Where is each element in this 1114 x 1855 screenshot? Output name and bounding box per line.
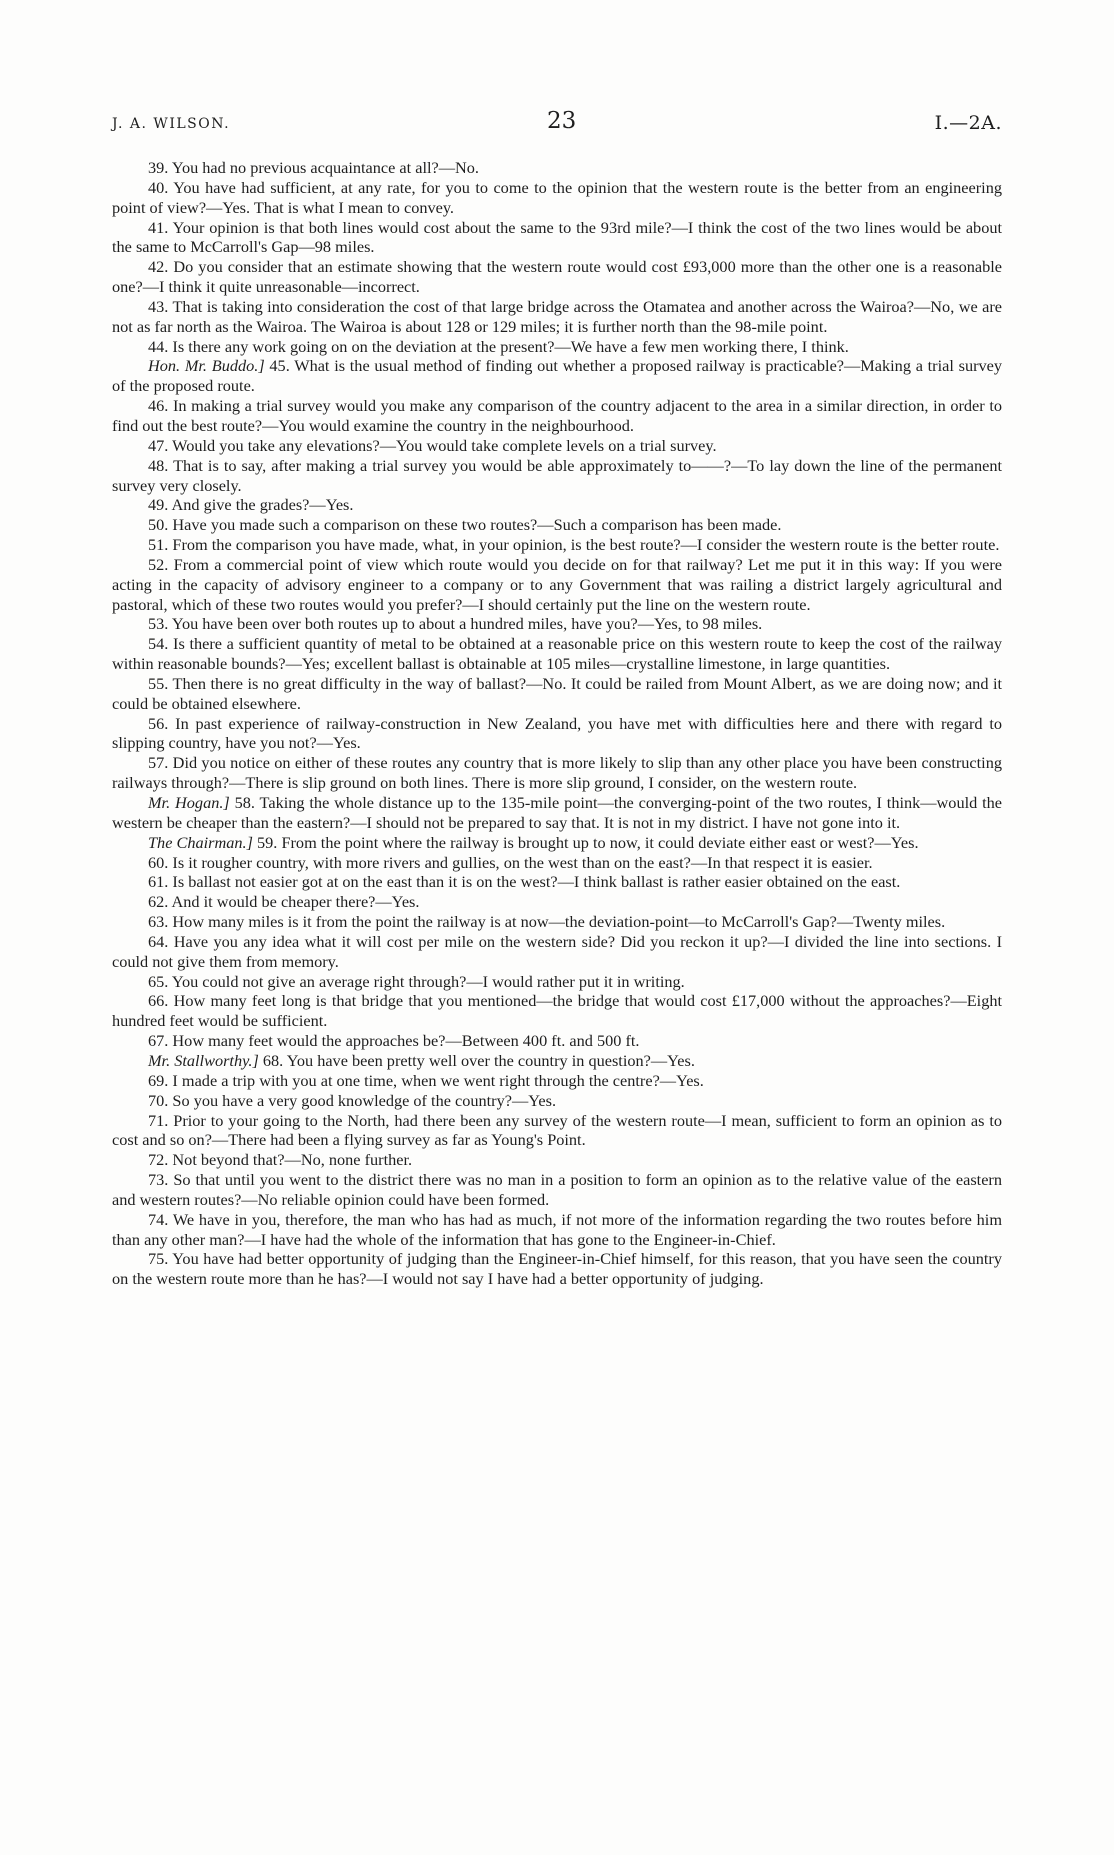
question-text: 45. What is the usual method of finding out whether a proposed railway is practicable?—Making a trial survey of the proposed route.: [112, 356, 1003, 396]
question-text: 47. Would you take any elevations?—You would take complete levels on a trial survey.: [148, 435, 717, 455]
question-text: 55. Then there is no great difficulty in the way of ballast?—No. It could be railed from Mount Albert, as we are doing now; and it could be obtained elsewhere.: [112, 673, 1002, 713]
question-paragraph: [112, 1031, 1002, 1051]
question-paragraph: [112, 991, 1002, 1031]
question-paragraph: [112, 1111, 1002, 1151]
question-text: 43. That is taking into consideration the cost of that large bridge across the Otamatea and another across the Wairoa?—No, we are not as far north as the Wairoa. The Wairoa is about 128 or 129 miles; it is further north than the 98-mile point.: [112, 296, 1002, 336]
question-text: 51. From the comparison you have made, what, in your opinion, is the best route?—I consider the western route is the better route.: [148, 535, 1000, 555]
question-paragraph: [112, 912, 1002, 932]
question-text: 48. That is to say, after making a trial survey you would be able approximately to——?—To lay down the line of the permanent survey very closely.: [112, 455, 1002, 495]
question-paragraph: [112, 396, 1002, 436]
question-text: 53. You have been over both routes up to about a hundred miles, have you?—Yes, to 98 miles.: [148, 614, 763, 634]
question-text: 70. So you have a very good knowledge of the country?—Yes.: [148, 1090, 557, 1110]
speaker-label: The Chairman.]: [148, 832, 253, 852]
question-text: 74. We have in you, therefore, the man who has had as much, if not more of the information regarding the two routes before him than any other man?—I have had the whole of the information that has gone to the Engineer-in-Chief.: [112, 1209, 1002, 1249]
question-text: 69. I made a trip with you at one time, when we went right through the centre?—Yes.: [148, 1070, 704, 1090]
question-text: 67. How many feet would the approaches be?—Between 400 ft. and 500 ft.: [148, 1031, 640, 1051]
question-paragraph: [112, 932, 1002, 972]
question-text: 49. And give the grades?—Yes.: [148, 495, 354, 515]
question-paragraph: [112, 158, 1002, 178]
question-paragraph: [112, 257, 1002, 297]
question-paragraph: [112, 218, 1002, 258]
question-text: 56. In past experience of railway-construction in New Zealand, you have met with difficulties here and there with regard to slipping country, have you not?—Yes.: [112, 713, 1002, 753]
question-text: 72. Not beyond that?—No, none further.: [148, 1150, 413, 1170]
question-paragraph: [112, 1249, 1002, 1289]
question-paragraph: [112, 356, 1002, 396]
question-paragraph: [112, 456, 1002, 496]
question-paragraph: [112, 178, 1002, 218]
question-paragraph: [112, 495, 1002, 515]
question-paragraph: [112, 833, 1002, 853]
question-paragraph: [112, 1071, 1002, 1091]
question-text: 44. Is there any work going on on the deviation at the present?—We have a few men working there, I think.: [148, 336, 849, 356]
question-text: 68. You have been pretty well over the country in question?—Yes.: [258, 1050, 695, 1070]
question-text: 52. From a commercial point of view which route would you decide on for that railway? Let me put it in this way: If you were acting in the capacity of advisory engineer to a company or to any Government that was railing a district largely agricultural and pastoral, which of these two routes would you prefer?—I should certainly put the line on the western route.: [112, 554, 1002, 614]
witness-name: J. A. WILSON.: [112, 116, 231, 132]
question-paragraph: [112, 872, 1002, 892]
question-paragraph: [112, 674, 1002, 714]
question-paragraph: [112, 634, 1002, 674]
question-text: 61. Is ballast not easier got at on the east than it is on the west?—I think ballast is rather easier obtained on the east.: [148, 872, 901, 892]
question-text: 40. You have had sufficient, at any rate, for you to come to the opinion that the western route is the better from an engineering point of view?—Yes. That is what I mean to convey.: [112, 177, 1002, 217]
question-text: 62. And it would be cheaper there?—Yes.: [148, 892, 420, 912]
question-paragraph: [112, 892, 1002, 912]
speaker-label: Hon. Mr. Buddo.]: [148, 356, 265, 376]
question-text: 64. Have you any idea what it will cost per mile on the western side? Did you reckon it up?—I divided the line into sections. I could not give them from memory.: [112, 931, 1002, 971]
question-text: 39. You had no previous acquaintance at all?—No.: [148, 158, 479, 177]
question-text: 46. In making a trial survey would you make any comparison of the country adjacent to the area in a similar direction, in order to find out the best route?—You would examine the country in the neighbourhood.: [112, 396, 1002, 435]
question-paragraph: [112, 614, 1002, 634]
question-text: 75. You have had better opportunity of judging than the Engineer-in-Chief himself, for this reason, that you have seen the country on the western route more than he has?—I would not say I have had a better opportunity of judging.: [112, 1249, 1002, 1289]
question-paragraph: [112, 1150, 1002, 1170]
question-text: 71. Prior to your going to the North, had there been any survey of the western route—I mean, sufficient to form an opinion as to cost and so on?—There had been a flying survey as far as Young's Point.: [112, 1110, 1002, 1150]
question-paragraph: [112, 972, 1002, 992]
question-paragraph: [112, 535, 1002, 555]
question-paragraph: [112, 1091, 1002, 1111]
question-paragraph: [112, 555, 1002, 615]
question-paragraph: [112, 1170, 1002, 1210]
question-text: 57. Did you notice on either of these routes any country that is more likely to slip than any other place you have been constructing railways through?—There is slip ground on both lines. There is more slip ground, I consider, on the western route.: [112, 753, 1002, 793]
question-text: 58. Taking the whole distance up to the 135-mile point—the converging-point of the two routes, I think—would the western be cheaper than the eastern?—I should not be prepared to say that. It is not in my district. I have not gone into it.: [112, 793, 1002, 832]
question-paragraph: [112, 337, 1002, 357]
question-paragraph: [112, 1051, 1002, 1071]
question-text: 42. Do you consider that an estimate showing that the western route would cost £93,000 more than the other one is a reasonable one?—I think it quite unreasonable—incorrect.: [112, 257, 1002, 297]
question-paragraph: [112, 297, 1002, 337]
question-paragraph: [112, 714, 1002, 754]
question-paragraph: [112, 853, 1002, 873]
question-text: 65. You could not give an average right through?—I would rather put it in writing.: [148, 971, 685, 991]
speaker-label: Mr. Hogan.]: [148, 793, 230, 812]
question-text: 63. How many miles is it from the point the railway is at now—the deviation-point—to McCarroll's Gap?—Twenty miles.: [148, 912, 946, 932]
paper-reference: I.—2A.: [934, 112, 1002, 134]
question-text: 54. Is there a sufficient quantity of metal to be obtained at a reasonable price on this western route to keep the cost of the railway within reasonable bounds?—Yes; excellent ballast is obtainable at 105 miles—crystalline limestone, in large quantities.: [112, 634, 1002, 674]
question-text: 41. Your opinion is that both lines would cost about the same to the 93rd mile?—I think the cost of the two lines would be about the same to McCarroll's Gap—98 miles.: [112, 217, 1002, 257]
question-text: 73. So that until you went to the district there was no man in a position to form an opinion as to the relative value of the eastern and western routes?—No reliable opinion could have been formed.: [112, 1170, 1002, 1209]
question-text: 60. Is it rougher country, with more rivers and gullies, on the west than on the east?—In that respect it is easier.: [148, 852, 873, 872]
question-paragraph: [112, 515, 1002, 535]
question-paragraph: [112, 753, 1002, 793]
page-header: [112, 108, 1002, 138]
question-paragraph: [112, 1210, 1002, 1250]
speaker-label: Mr. Stallworthy.]: [148, 1050, 259, 1070]
question-paragraph: [112, 436, 1002, 456]
question-text: 66. How many feet long is that bridge that you mentioned—the bridge that would cost £17,000 without the approaches?—Eight hundred feet would be sufficient.: [112, 991, 1002, 1031]
question-text: 59. From the point where the railway is brought up to now, it could deviate either east or west?—Yes.: [252, 832, 919, 852]
page-number: 23: [547, 108, 577, 134]
question-paragraph: [112, 793, 1002, 833]
question-text: 50. Have you made such a comparison on these two routes?—Such a comparison has been made.: [148, 515, 782, 535]
evidence-body: [112, 158, 1002, 1289]
